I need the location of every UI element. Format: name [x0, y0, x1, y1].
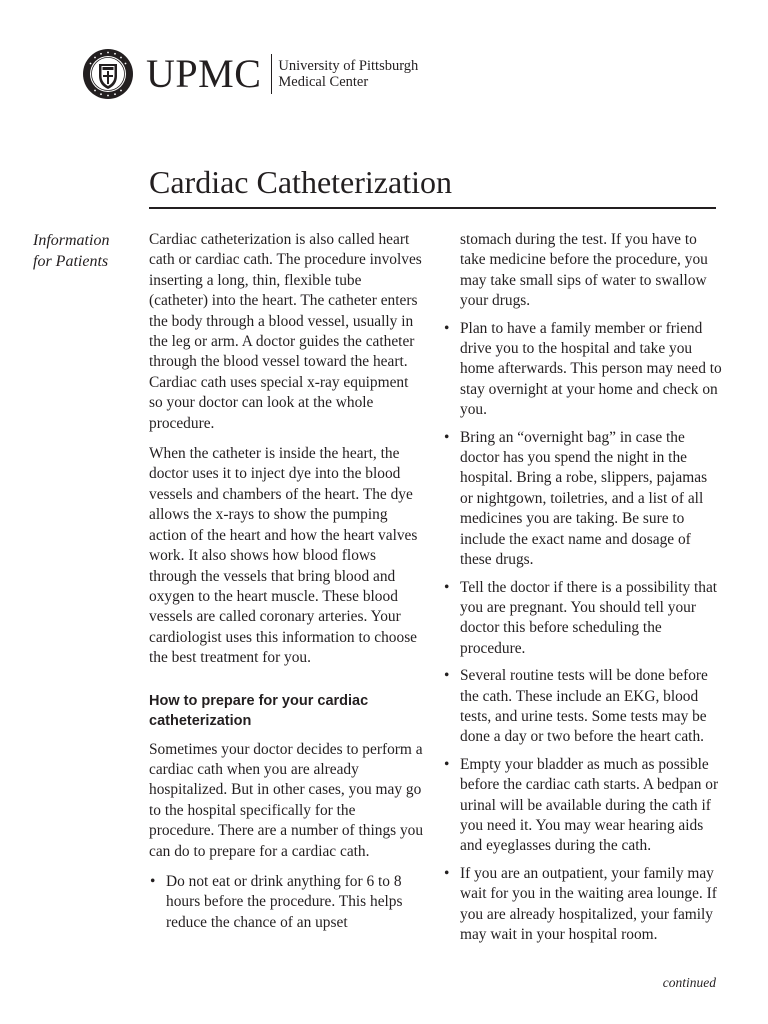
prepare-paragraph: Sometimes your doctor decides to perform a cardiac cath when you are already hospitalized. But in other cases, you may go to the hospital specifically for the procedure. There are a number of things you can do to prepare for a cardiac cath.: [149, 740, 424, 860]
prepare-bullet-list: [443, 319, 723, 946]
university-seal-logo: [82, 48, 134, 100]
bullet-icon: •: [444, 755, 450, 773]
continued-note: continued: [662, 975, 716, 990]
intro-paragraph-2: When the catheter is inside the heart, the doctor uses it to inject dye into the blood vessels and chambers of the heart. The dye allows the x-rays to show the pumping action of the heart and how the heart valves work. It also shows how blood flows through the vessels that bring blood and oxygen to the heart muscle. These blood vessels are called coronary arteries. Your cardiologist uses this information to choose the best treatment for you.: [149, 445, 418, 667]
brand-name: UPMC: [146, 54, 272, 94]
list-item: [443, 319, 723, 421]
list-item: [443, 428, 723, 571]
list-item-continued-text: stomach during the test. If you have to take medicine before the procedure, you may take small sips of water to swallow your drugs.: [460, 231, 708, 310]
list-item: [443, 864, 723, 946]
brand-subtitle-line1: University of Pittsburgh: [278, 58, 419, 74]
bullet-icon: •: [444, 864, 450, 882]
prepare-bullet-list-start: [149, 872, 424, 933]
side-label-line1: Information: [33, 232, 110, 249]
list-item-text: Several routine tests will be done before the cath. These include an EKG, blood tests, and urine tests. Some tests may be done a day or two before the heart cath.: [460, 667, 708, 746]
right-column: [443, 230, 723, 952]
side-label-line2: for Patients: [33, 253, 109, 270]
side-label: [33, 230, 109, 272]
brand-subtitle-line2: Medical Center: [278, 74, 369, 90]
document-title: Cardiac Catheterization: [149, 164, 452, 200]
title-divider: [149, 207, 716, 209]
list-item-text: Do not eat or drink anything for 6 to 8 hours before the procedure. This helps reduce the chance of an upset: [166, 872, 403, 931]
list-item-text: Empty your bladder as much as possible before the cardiac cath starts. A bedpan or urinal will be available during the cath if you need it. You may wear hearing aids and eyeglasses during the cath.: [460, 755, 719, 855]
bullet-icon: •: [444, 428, 450, 446]
list-item: [149, 872, 424, 933]
list-item-text: Plan to have a family member or friend drive you to the hospital and take you home afterwards. This person may need to stay overnight at your home and check on you.: [460, 319, 722, 419]
bullet-icon: •: [444, 319, 450, 337]
list-item: [443, 578, 723, 660]
section-heading-prepare: How to prepare for your cardiac catheterization: [149, 692, 369, 729]
list-item-text: If you are an outpatient, your family may wait for you in the waiting area lounge. If you are already hospitalized, your family may wait in your hospital room.: [460, 864, 717, 943]
list-item-text: Bring an “overnight bag” in case the doctor has you spend the night in the hospital. Bring a robe, slippers, pajamas or nightgown, toiletries, and a list of all medicines you are taking. Be sure to include the exact name and dosage of these drugs.: [460, 428, 708, 569]
bullet-icon: •: [444, 667, 450, 685]
bullet-icon: •: [150, 872, 156, 890]
intro-paragraph-1: Cardiac catheterization is also called heart cath or cardiac cath. The procedure involves inserting a long, thin, flexible tube (catheter) into the heart. The catheter enters the body through a blood vessel, usually in the leg or arm. A doctor guides the catheter through the blood vessel toward the heart. Cardiac cath uses special x-ray equipment so your doctor can look at the whole procedure.: [149, 231, 422, 432]
list-item: [443, 755, 723, 857]
list-item: [443, 666, 723, 748]
bullet-icon: •: [444, 578, 450, 596]
list-item-text: Tell the doctor if there is a possibility that you are pregnant. You should tell your doctor this before scheduling the procedure.: [460, 578, 718, 657]
brand-subtitle: [278, 58, 418, 90]
left-column: [149, 230, 424, 940]
brand-logo: [146, 52, 418, 96]
